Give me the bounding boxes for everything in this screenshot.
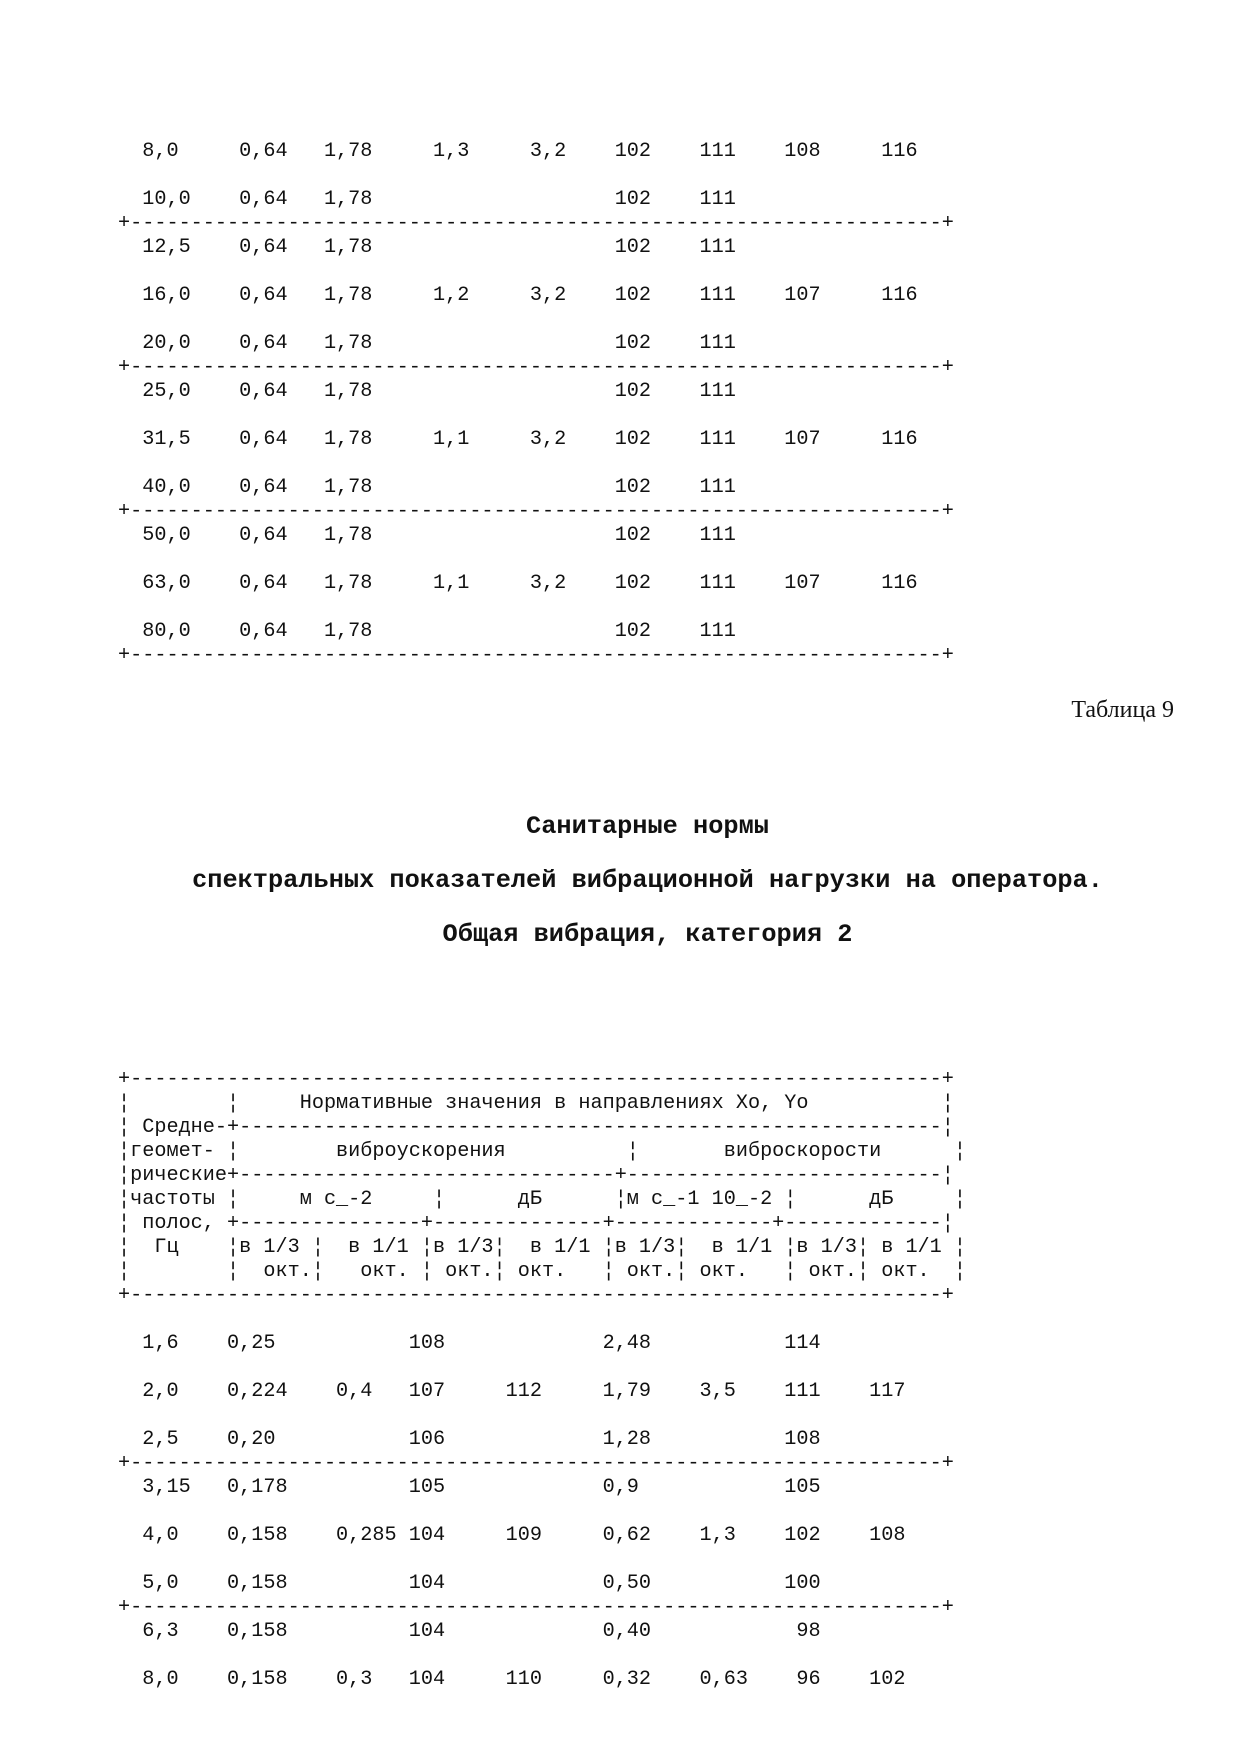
table-divider: +-------------------------------------------------------------------+ (118, 356, 954, 379)
header-line: ¦ ¦ Нормативные значения в направлениях Xo, Yo ¦ (118, 1092, 954, 1115)
table-caption: Таблица 9 (1071, 697, 1174, 723)
header-line: ¦рические+-------------------------------+--------------------------¦ (118, 1164, 954, 1187)
table-row: 4,0 0,158 0,285 104 109 0,62 1,3 102 108 (118, 1524, 906, 1547)
title-line-1: Санитарные нормы (526, 812, 769, 841)
table-row: 8,0 0,158 0,3 104 110 0,32 0,63 96 102 (118, 1668, 906, 1691)
table-row: 31,5 0,64 1,78 1,1 3,2 102 111 107 116 (118, 428, 918, 451)
header-line: +-------------------------------------------------------------------+ (118, 1068, 954, 1091)
table-row: 16,0 0,64 1,78 1,2 3,2 102 111 107 116 (118, 284, 918, 307)
table-row: 12,5 0,64 1,78 102 111 (118, 236, 736, 259)
table-divider: +-------------------------------------------------------------------+ (118, 1452, 954, 1475)
header-line: ¦геомет- ¦ виброускорения ¦ виброскорости ¦ (118, 1140, 967, 1163)
table-row: 40,0 0,64 1,78 102 111 (118, 476, 736, 499)
table-row: 10,0 0,64 1,78 102 111 (118, 188, 736, 211)
table-divider: +-------------------------------------------------------------------+ (118, 500, 954, 523)
title-line-3: Общая вибрация, категория 2 (442, 920, 853, 949)
table-row: 2,5 0,20 106 1,28 108 (118, 1428, 821, 1451)
table-divider: +-------------------------------------------------------------------+ (118, 1596, 954, 1619)
header-line: +-------------------------------------------------------------------+ (118, 1284, 954, 1307)
title-line-2: спектральных показателей вибрационной нагрузки на оператора. (192, 866, 1103, 895)
table-row: 5,0 0,158 104 0,50 100 (118, 1572, 821, 1595)
table-divider: +-------------------------------------------------------------------+ (118, 644, 954, 667)
header-line: ¦частоты ¦ м с_-2 ¦ дБ ¦м с_-1 10_-2 ¦ дБ ¦ (118, 1188, 967, 1211)
table-row: 50,0 0,64 1,78 102 111 (118, 524, 736, 547)
table-row: 3,15 0,178 105 0,9 105 (118, 1476, 821, 1499)
table-row: 20,0 0,64 1,78 102 111 (118, 332, 736, 355)
table-row: 6,3 0,158 104 0,40 98 (118, 1620, 821, 1643)
header-line: ¦ Средне-+----------------------------------------------------------¦ (118, 1116, 954, 1139)
header-line: ¦ Гц ¦в 1/3 ¦ в 1/1 ¦в 1/3¦ в 1/1 ¦в 1/3¦ в 1/1 ¦в 1/3¦ в 1/1 ¦ (118, 1236, 967, 1259)
header-line: ¦ полос, +---------------+--------------+-------------+-------------¦ (118, 1212, 954, 1235)
table-row: 25,0 0,64 1,78 102 111 (118, 380, 736, 403)
table-divider: +-------------------------------------------------------------------+ (118, 212, 954, 235)
table-row: 63,0 0,64 1,78 1,1 3,2 102 111 107 116 (118, 572, 918, 595)
table-row: 1,6 0,25 108 2,48 114 (118, 1332, 821, 1355)
header-line: ¦ ¦ окт.¦ окт. ¦ окт.¦ окт. ¦ окт.¦ окт. ¦ окт.¦ окт. ¦ (118, 1260, 967, 1283)
table-row: 8,0 0,64 1,78 1,3 3,2 102 111 108 116 (118, 140, 918, 163)
table-row: 80,0 0,64 1,78 102 111 (118, 620, 736, 643)
table-row: 2,0 0,224 0,4 107 112 1,79 3,5 111 117 (118, 1380, 906, 1403)
